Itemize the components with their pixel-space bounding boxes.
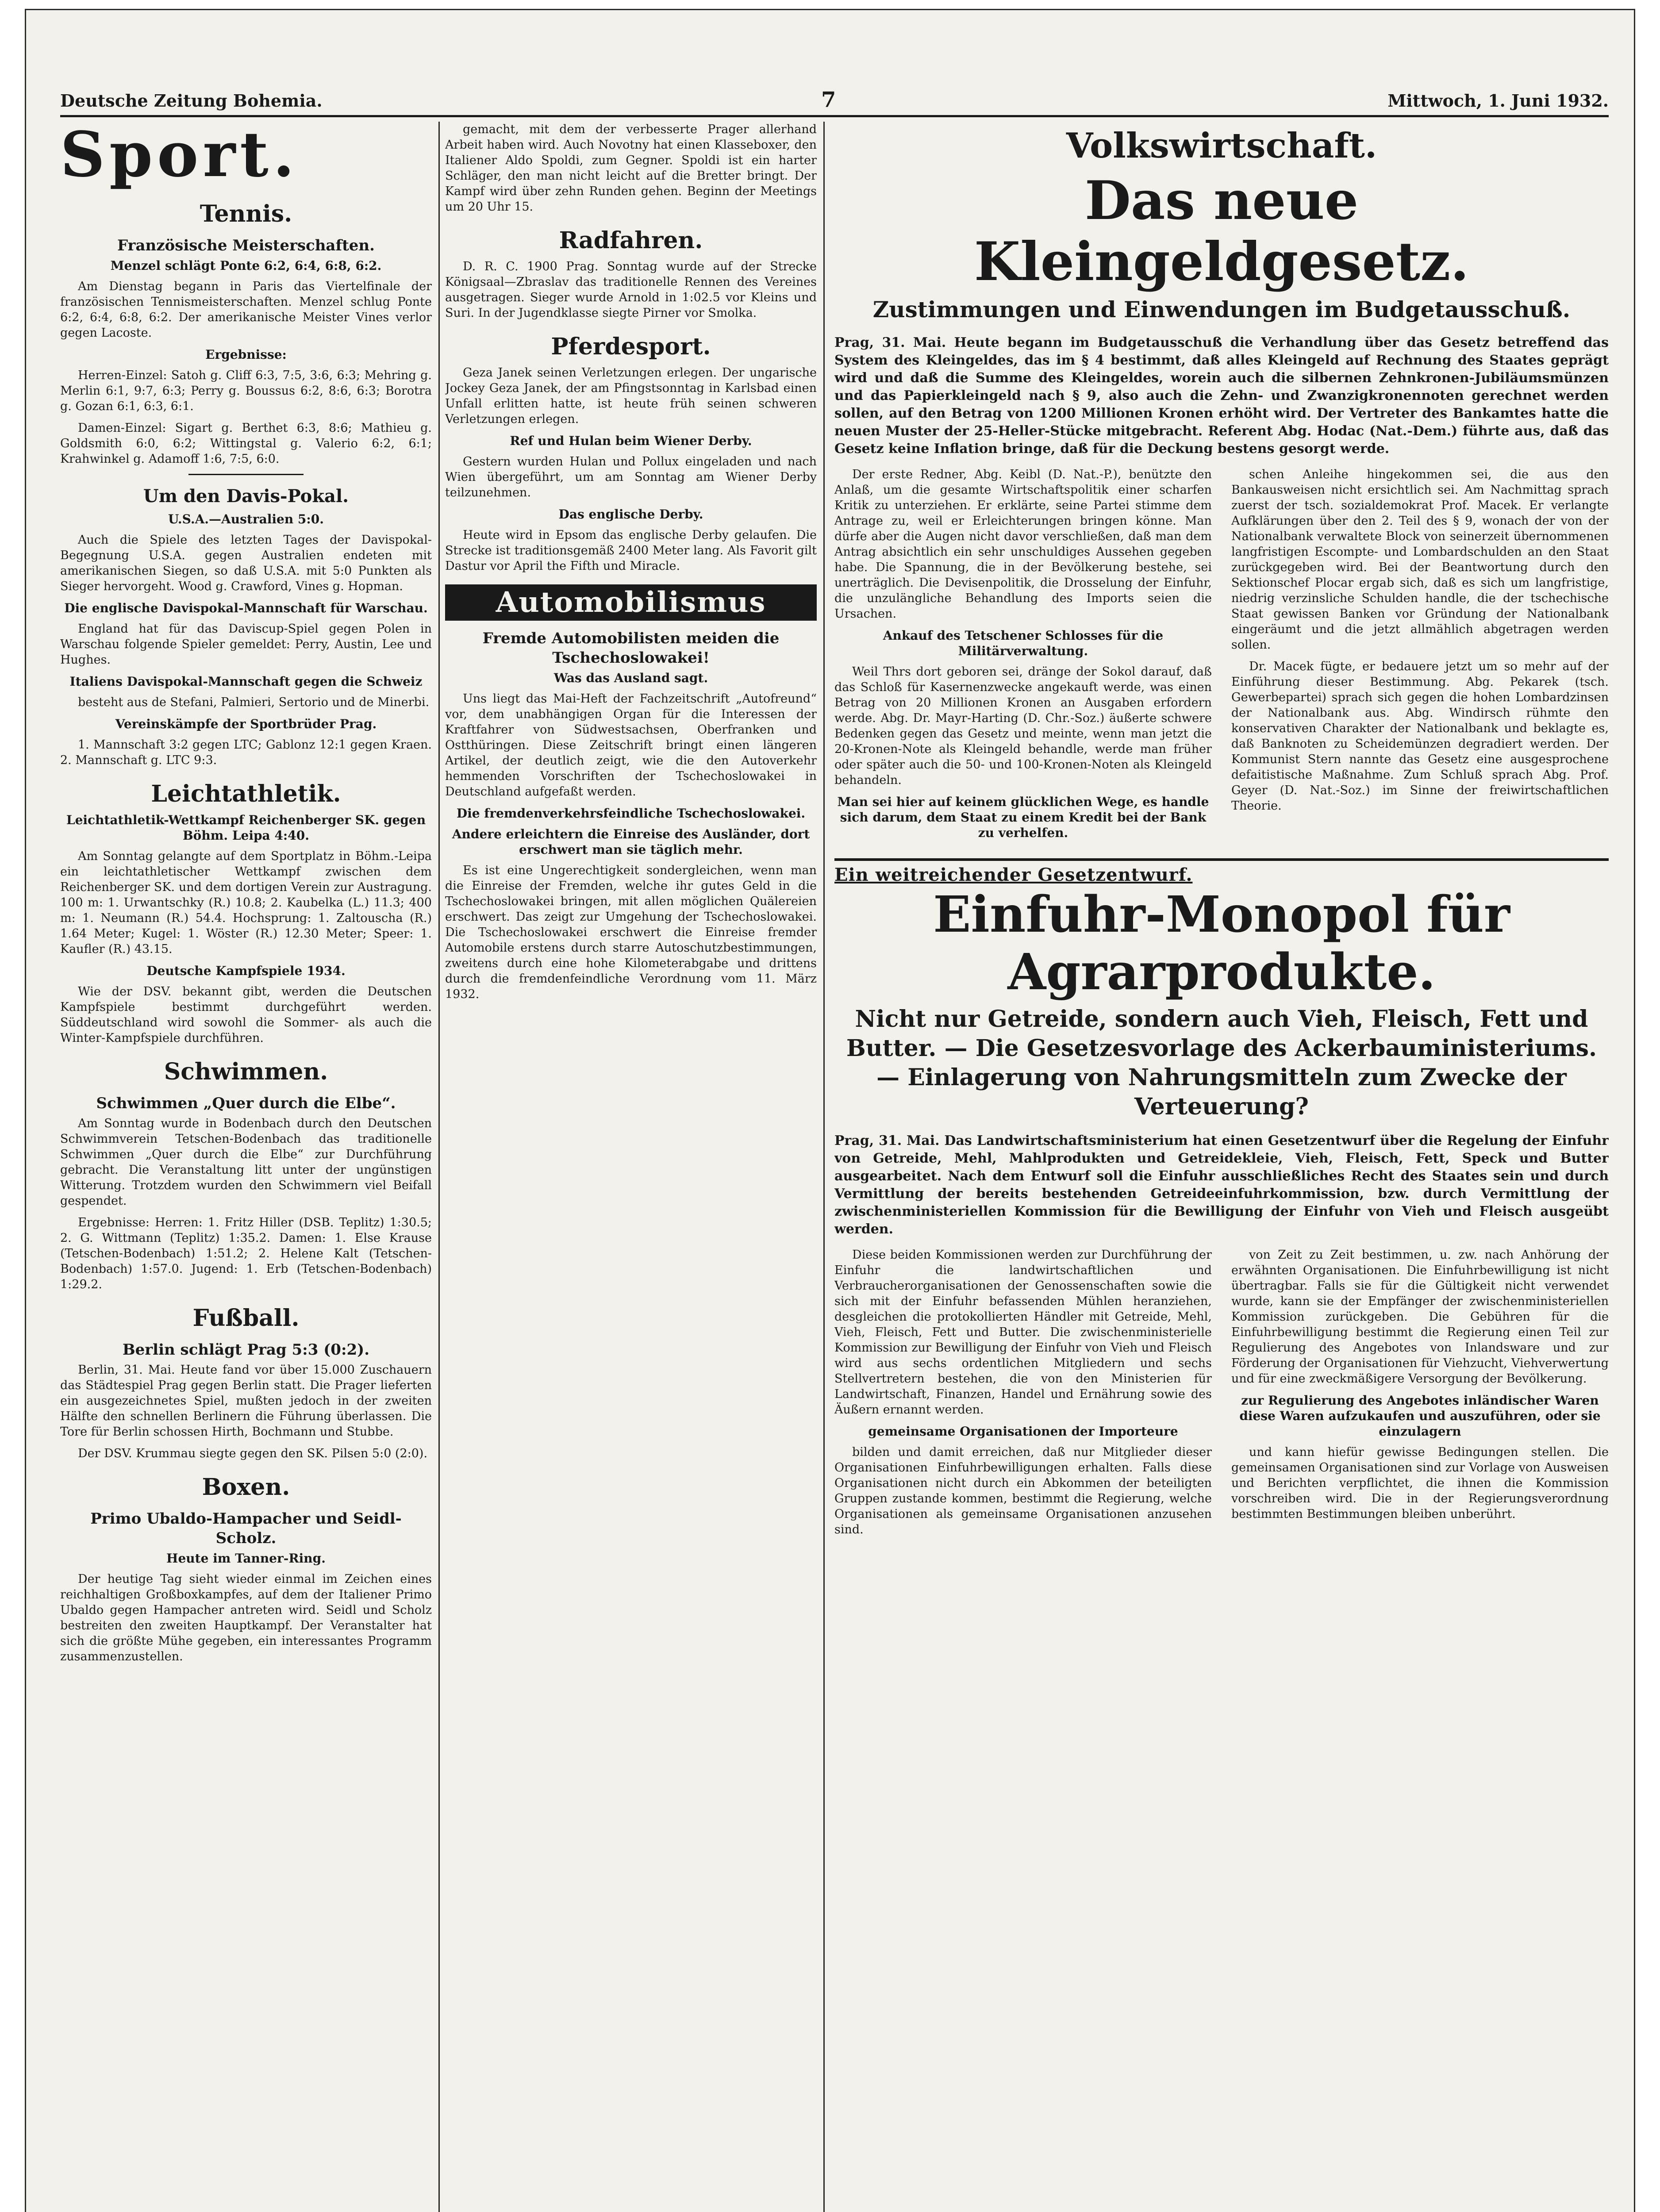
fussball-section: Fußball. <box>192 1305 300 1332</box>
kleingeld-text-right-b: Dr. Macek fügte, er bedauere jetzt um so mehr auf der Einführung dieser Bestimmung. Abg. Pekarek (tsch. Gewerbepartei) sprach sich gegen die hohen Lombardzinsen der Nationalbank aus. Abg. Windirsch rühmte den konservativen Charakter der Nationalbank und beklagte es, daß Banknoten zu Scheidemünzen degradiert werden. Der Kommunist Stern nannte das Gesetz eine ausgesprochene defaitistische Maßnahme. Zum Schluß sprach Abg. Prof. Geyer (D. Nat.-Soz.) im Sinne der freiwirtschaftlichen Theorie. <box>1231 660 1609 813</box>
boxen-body: Der heutige Tag sieht wieder einmal im Zeichen eines reichhaltigen Großboxkampfes, auf dem der Italiener Primo Ubaldo gegen Hampacher antreten wird. Seidl und Scholz bestreiten den zweiten Hauptkampf. Der Veranstalter hat sich die größte Mühe gegeben, ein interessantes Programm zusammenzustellen. <box>60 1572 432 1663</box>
auto-body2: Es ist eine Ungerechtigkeit sondergleichen, wenn man die Einreise der Fremden, welche ihr gutes Geld in die Tschechoslowakei bringen, mit allen möglichen Quälereien erschwert. Das zeigt zur Umgehung der Tschechoslowakei. Die Tschechoslowakei erschwert die Einreise fremder Automobile erstens durch starre Autoschutzbestimmungen, zweitens durch eine hohe Kilometerabgabe und drittens durch die fremdenfeindliche Verordnung vom 11. März 1932. <box>445 864 817 1001</box>
leicht-body: Am Sonntag gelangte auf dem Sportplatz in Böhm.-Leipa ein leichtathletischer Wettkampf zwischen dem Reichenberger SK. und dem dortigen Verein zur Austragung. 100 m: 1. Urwantschky (R.) 10.8; 2. Kaubelka (L.) 11.3; 400 m: 1. Neumann (R.) 54.4. Hochsprung: 1. Zaltouscha (R.) 1.64 Meter; Kugel: 1. Wöster (R.) 12.30 Meter; Speer: 1. Kaufler (R.) 43.15. <box>60 849 432 956</box>
tennis-heading: Französische Meisterschaften. <box>117 237 375 254</box>
kleingeld-subtitle: Zustimmungen und Einwendungen im Budgetausschuß. <box>872 296 1571 323</box>
rad-section: Radfahren. <box>559 227 703 254</box>
boxen-continued: gemacht, mit dem der verbesserte Prager allerhand Arbeit haben wird. Auch Novotny hat einen Klasseboxer, den Italiener Aldo Spoldi, zum Gegner. Spoldi ist ein harter Schläger, den man nicht leicht auf die Bretter bringt. Der Kampf wird über zehn Runden gehen. Beginn der Meetings um 20 Uhr 15. <box>445 123 817 214</box>
paper-name: Deutsche Zeitung Bohemia. <box>60 91 323 111</box>
tennis-damen: Damen-Einzel: Sigart g. Berthet 6:3, 8:6; Mathieu g. Goldsmith 6:0, 6:2; Wittingstal g. Valerio 6:2, 6:1; Krahwinkel g. Adamoff 1:6, 7:5, 6:0. <box>60 421 432 466</box>
dsv-heading: Deutsche Kampfspiele 1934. <box>146 964 346 978</box>
davis-heading: Um den Davis-Pokal. <box>143 486 349 507</box>
boxen-heading: Primo Ubaldo-Hampacher und Seidl-Scholz. <box>90 1510 402 1547</box>
economy-title: Volkswirtschaft. <box>1066 126 1377 166</box>
kleingeld-lead: Prag, 31. Mai. Heute begann im Budgetausschuß die Verhandlung über das Gesetz betreffend das System des Kleingeldes, das im § 4 bestimmt, daß alles Kleingeld auf Rechnung des Staates geprägt wird und daß die Summe des Kleingeldes, worein auch die silbernen Zehnkronen-Jubiläumsmünzen und das Papierkleingeld nach § 9, also auch die Zehn- und Zwanzigkronennoten gerechnet werden sollen, auf den Betrag von 1200 Millionen Kronen erhöht wird. Der Vertreter des Bankamtes hatte die neuen Muster der 25-Heller-Stücke mitgebracht. Referent Abg. Hodac (Nat.-Dem.) führte aus, daß das Gesetz keine Inflation bringe, daß für die Deckung bestens gesorgt werde. <box>834 335 1609 457</box>
auto-heading: Fremde Automobilisten meiden die Tschechoslowakei! <box>482 630 780 667</box>
newspaper-page <box>25 9 1635 2212</box>
importeure-heading: gemeinsame Organisationen der Importeure <box>868 1424 1178 1439</box>
middle-column <box>445 122 817 2212</box>
dsv-body: Wie der DSV. bekannt gibt, werden die Deutschen Kampfspiele bestimmt durchgeführt werden. Süddeutschland wird sowohl die Sommer- als auch die Winter-Kampfspiele durchführen. <box>60 985 432 1045</box>
davis-result: U.S.A.—Australien 5:0. <box>168 512 324 526</box>
agrar-columns <box>834 1247 1609 1544</box>
issue-date: Mittwoch, 1. Juni 1932. <box>1387 91 1609 111</box>
kleingeld-text-right: schen Anleihe hingekommen sei, die aus den Bankausweisen nicht ersichtlich sei. Am Nachmittag sprach zuerst der tsch. sozialdemokrat Prof. Macek. Er verlangte Aufklärungen über den 2. Teil des § 9, wonach der von der Nationalbank verwaltete Block von seinerzeit übernommenen langfristigen Escompte- und Lombardschulden an den Staat zurückgegeben wird. Bei der Beantwortung durch den Sektionschef Plocar ergab sich, daß es sich um langfristige, niedrig verzinsliche Schulden handle, die der tschechische Staat gewissen Banken vor Gründung der Nationalbank eingeräumt und die jetzt allmählich abgetragen werden sollen. <box>1231 468 1609 652</box>
column-rule <box>438 122 440 2212</box>
tennis-herren: Herren-Einzel: Satoh g. Cliff 6:3, 7:5, 3:6, 6:3; Mehring g. Merlin 6:1, 9:7, 6:3; Perry g. Boussus 6:2, 8:6, 6:3; Borotra g. Gozan 6:1, 6:3, 6:1. <box>60 369 432 413</box>
leicht-heading: Leichtathletik-Wettkampf Reichenberger SK. gegen Böhm. Leipa 4:40. <box>66 813 426 843</box>
agrar-col-right <box>1231 1247 1609 1544</box>
club-body: 1. Mannschaft 3:2 gegen LTC; Gablonz 12:1 gegen Kraen. 2. Mannschaft g. LTC 9:3. <box>60 738 432 767</box>
epsom-body: Heute wird in Epsom das englische Derby gelaufen. Die Strecke ist traditionsgemäß 2400 Meter lang. Als Favorit gilt Dastur vor April the Fifth und Miracle. <box>445 528 817 573</box>
schwimmen-section: Schwimmen. <box>164 1058 328 1085</box>
auto-sub: Was das Ausland sagt. <box>553 671 708 685</box>
kleingeld-columns <box>834 467 1609 846</box>
kleingeld-text: Der erste Redner, Abg. Keibl (D. Nat.-P.), benützte den Anlaß, um die gesamte Wirtschaftspolitik einer scharfen Kritik zu unterziehen. Er erklärte, seine Partei stimme dem Antrage zu, weil er Erleichterungen bringen könne. Man dürfe aber die Augen nicht davor verschließen, daß man dem Antrag absichtlich ein sehr unschuldiges Aussehen gegeben habe. Die Spannung, die in der Bevölkerung bestehe, sei unerträglich. Die Devisenpolitik, die Drosselung der Einfuhr, die unzulängliche Behandlung des Imports seien die Ursachen. <box>834 468 1212 621</box>
tennis-intro: Am Dienstag begann in Paris das Viertelfinale der französischen Tennismeisterschaften. Menzel schlug Ponte 6:2, 6:4, 6:8, 6:2. Der amerikanische Meister Vines verlor gegen Lacoste. <box>60 280 432 340</box>
importeure-text: bilden und damit erreichen, daß nur Mitglieder dieser Organisationen Einfuhrbewilligungen erhalten. Falls diese Organisationen nicht durch ein Abkommen der beteiligten Gruppen zustande kommen, bestimmt die Regierung, welche Organisationen als gemeinsame Organisationen anzusehen sind. <box>834 1445 1212 1536</box>
kleingeld-title: Das neue Kleingeldgesetz. <box>974 169 1469 293</box>
tetschen-heading: Ankauf des Tetschener Schlosses für die Militärverwaltung. <box>883 628 1164 658</box>
auto-body1: Uns liegt das Mai-Heft der Fachzeitschrift „Autofreund“ vor, dem unabhängigen Organ für die Interessen der Kraftfahrer von Südwestsachsen, Oberfranken und Ostthüringen. Diese Zeitschrift bringt einen längeren Artikel, der deutlich zeigt, wie die den Autoverkehr hemmenden Vorschriften der Tschechoslowakei in Deutschland aufgefaßt werden. <box>445 692 817 799</box>
agrar-lead: Prag, 31. Mai. Das Landwirtschaftsministerium hat einen Gesetzentwurf über die Regelung der Einfuhr von Getreide, Mehl, Mahlprodukten und Getreidekleie, Vieh, Fleisch, Fett, Speck und Butter ausgearbeitet. Nach dem Entwurf soll die Einfuhr ausschließliches Recht des Staates sein und durch Vermittlung der bereits bestehenden Getreideeinfuhrkommission, bzw. durch Vermittlung der zwischenministeriellen Kommission für die Bewilligung der Einfuhr von Vieh und Fleisch ausgeübt werden. <box>834 1133 1609 1237</box>
section-rule <box>834 858 1609 861</box>
davis-poland-heading: Die englische Davispokal-Mannschaft für Warschau. <box>64 601 428 615</box>
pferde-section: Pferdesport. <box>551 333 711 360</box>
sport-column <box>60 122 432 2212</box>
kleingeld-col-right <box>1231 467 1609 846</box>
tennis-subheading: Menzel schlägt Ponte 6:2, 6:4, 6:8, 6:2. <box>110 258 382 273</box>
boxen-place: Heute im Tanner-Ring. <box>166 1551 326 1566</box>
derby-body: Gestern wurden Hulan und Pollux eingeladen und nach Wien übergeführt, um am Sonntag am Wiener Derby teilzunehmen. <box>445 455 817 499</box>
agrar-title: Einfuhr-Monopol für Agrarprodukte. <box>933 886 1510 1001</box>
economy-section <box>834 122 1609 2212</box>
tetschen-text: Weil Thrs dort geboren sei, dränge der Sokol darauf, daß das Schloß für Kasernenzwecke angekauft werde, was einen Betrag von 20 Millionen Kronen an Ausgaben erfordern werde. Abg. Dr. Mayr-Harting (D. Chr.-Soz.) äußerte schwere Bedenken gegen das Gesetz und meinte, wenn man jetzt die 20-Kronen-Note als Kleingeld behandle, werde man früher oder später auch die 50- und 100-Kronen-Noten als Kleingeld behandeln. <box>834 665 1212 787</box>
pferde-janek: Geza Janek seinen Verletzungen erlegen. Der ungarische Jockey Geza Janek, der am Pfingstsonntag in Karlsbad einen Unfall erlitten hatte, ist heute früh seinen schweren Verletzungen erlegen. <box>445 366 817 426</box>
page-number: 7 <box>821 88 836 112</box>
sport-title: Sport. <box>60 122 299 191</box>
davis-poland: England hat für das Daviscup-Spiel gegen Polen in Warschau folgende Spieler gemeldet: Perry, Austin, Lee und Hughes. <box>60 622 432 667</box>
column-rule <box>823 122 825 2212</box>
agrar-kicker: Ein weitreichender Gesetzentwurf. <box>834 864 1193 885</box>
auto-section: Automobilismus <box>445 584 817 621</box>
auto-box-sub: Andere erleichtern die Einreise des Ausländer, dort erschwert man sie täglich mehr. <box>452 827 810 857</box>
agrar-text-right: von Zeit zu Zeit bestimmen, u. zw. nach Anhörung der erwähnten Organisationen. Die Einfuhrbewilligung ist nicht übertragbar. Falls sie für die Gültigkeit nicht verwendet wurde, kann sie der Empfänger der zwischenministeriellen Kommission zurückgeben. Die Gebühren für die Einfuhrbewilligung bestimmt die Regierung einen Teil zur Regulierung des Angebotes von Inlandsware und zur Förderung der Organisationen für Viehzucht, Viehverwertung und für eine zweckmäßigere Versorgung der Bevölkerung. <box>1231 1248 1609 1386</box>
derby-heading: Ref und Hulan beim Wiener Derby. <box>510 434 752 448</box>
schwimmen-body: Am Sonntag wurde in Bodenbach durch den Deutschen Schwimmverein Tetschen-Bodenbach das traditionelle Schwimmen „Quer durch die Elbe“ zur Durchführung gebracht. Die Veranstaltung litt unter der ungünstigen Witterung. Trotzdem wurden den Schwimmern viel Beifall gespendet. <box>60 1117 432 1208</box>
fussball-body: Berlin, 31. Mai. Heute fand vor über 15.000 Zuschauern das Städtespiel Prag gegen Berlin statt. Die Prager lieferten ein ausgezeichnetes Spiel, mußten jedoch in der zweiten Hälfte den schnellen Berlinern die Führung überlassen. Die Tore für Berlin schossen Hirth, Bochmann und Stubbe. <box>60 1363 432 1439</box>
divider <box>188 474 304 475</box>
schwimmen-heading: Schwimmen „Quer durch die Elbe“. <box>96 1094 396 1112</box>
regulierung-text: und kann hiefür gewisse Bedingungen stellen. Die gemeinsamen Organisationen sind zur Vorlage von Ausweisen und Berichten verpflichtet, die ihnen die Kommission vorschreiben wird. Die in der Regierungsverordnung bestimmten Bestimmungen bleiben unberührt. <box>1231 1445 1609 1521</box>
rad-body: D. R. C. 1900 Prag. Sonntag wurde auf der Strecke Königsaal—Zbraslav das traditionelle Rennen des Vereines ausgetragen. Sieger wurde Arnold in 1:02.5 vor Kleins und Suri. In der Jugendklasse siegte Pirner vor Smolka. <box>445 260 817 320</box>
kleingeld-bold-note: Man sei hier auf keinem glücklichen Wege, es handle sich darum, dem Staat zu einem Kredit bei der Bank zu verhelfen. <box>837 795 1209 840</box>
club-heading: Vereinskämpfe der Sportbrüder Prag. <box>115 717 377 731</box>
kleingeld-col-left <box>834 467 1212 846</box>
agrar-subtitle: Nicht nur Getreide, sondern auch Vieh, Fleisch, Fett und Butter. — Die Gesetzesvorlage des Ackerbauministeriums. — Einlagerung von Nahrungsmitteln zum Zwecke der Verteuerung? <box>846 1006 1597 1120</box>
fussball-heading: Berlin schlägt Prag 5:3 (0:2). <box>122 1341 370 1359</box>
davis-body: Auch die Spiele des letzten Tages der Davispokal-Begegnung U.S.A. gegen Australien endeten mit amerikanischen Siegen, so daß U.S.A. mit 5:0 Punkten als Sieger hervorgeht. Wood g. Crawford, Vines g. Hopman. <box>60 533 432 593</box>
auto-box-heading: Die fremdenverkehrsfeindliche Tschechoslowakei. <box>456 806 806 821</box>
davis-italy-heading: Italiens Davispokal-Mannschaft gegen die Schweiz <box>69 674 423 689</box>
fussball-note: Der DSV. Krummau siegte gegen den SK. Pilsen 5:0 (2:0). <box>78 1447 428 1460</box>
tennis-section: Tennis. <box>200 200 292 227</box>
agrar-text: Diese beiden Kommissionen werden zur Durchführung der Einfuhr die landwirtschaftlichen und Verbraucherorganisationen der Genossenschaften sowie die sich mit der Einfuhr befassenden Mühlen heranziehen, desgleichen die protokollierten Händler mit Getreide, Mehl, Vieh, Fleisch, Fett und Butter. Die zwischenministerielle Kommission zur Bewilligung der Einfuhr von Vieh und Fleisch wird aus sechs ordentlichen Mitgliedern und sechs Stellvertretern bestehen, die von den Ministerien für Landwirtschaft, Finanzen, Handel und Ernährung sowie des Äußern ernannt werden. <box>834 1248 1212 1417</box>
leicht-section: Leichtathletik. <box>151 780 341 807</box>
masthead <box>60 75 1609 117</box>
epsom-heading: Das englische Derby. <box>558 507 703 522</box>
regulierung-heading: zur Regulierung des Angebotes inländischer Waren diese Waren aufzukaufen und auszuführen, oder sie einzulagern <box>1239 1393 1601 1439</box>
davis-italy: besteht aus de Stefani, Palmieri, Sertorio und de Minerbi. <box>78 695 430 709</box>
schwimmen-results: Ergebnisse: Herren: 1. Fritz Hiller (DSB. Teplitz) 1:30.5; 2. G. Wittmann (Teplitz) 1:35.2. Damen: 1. Else Krause (Tetschen-Bodenbach) 1:51.2; 2. Helene Kalt (Tetschen-Bodenbach) 1:57.0. Jugend: 1. Erb (Tetschen-Bodenbach) 1:29.2. <box>60 1216 432 1291</box>
boxen-section: Boxen. <box>202 1474 290 1501</box>
tennis-results-label: Ergebnisse: <box>205 347 287 362</box>
agrar-col-left <box>834 1247 1212 1544</box>
